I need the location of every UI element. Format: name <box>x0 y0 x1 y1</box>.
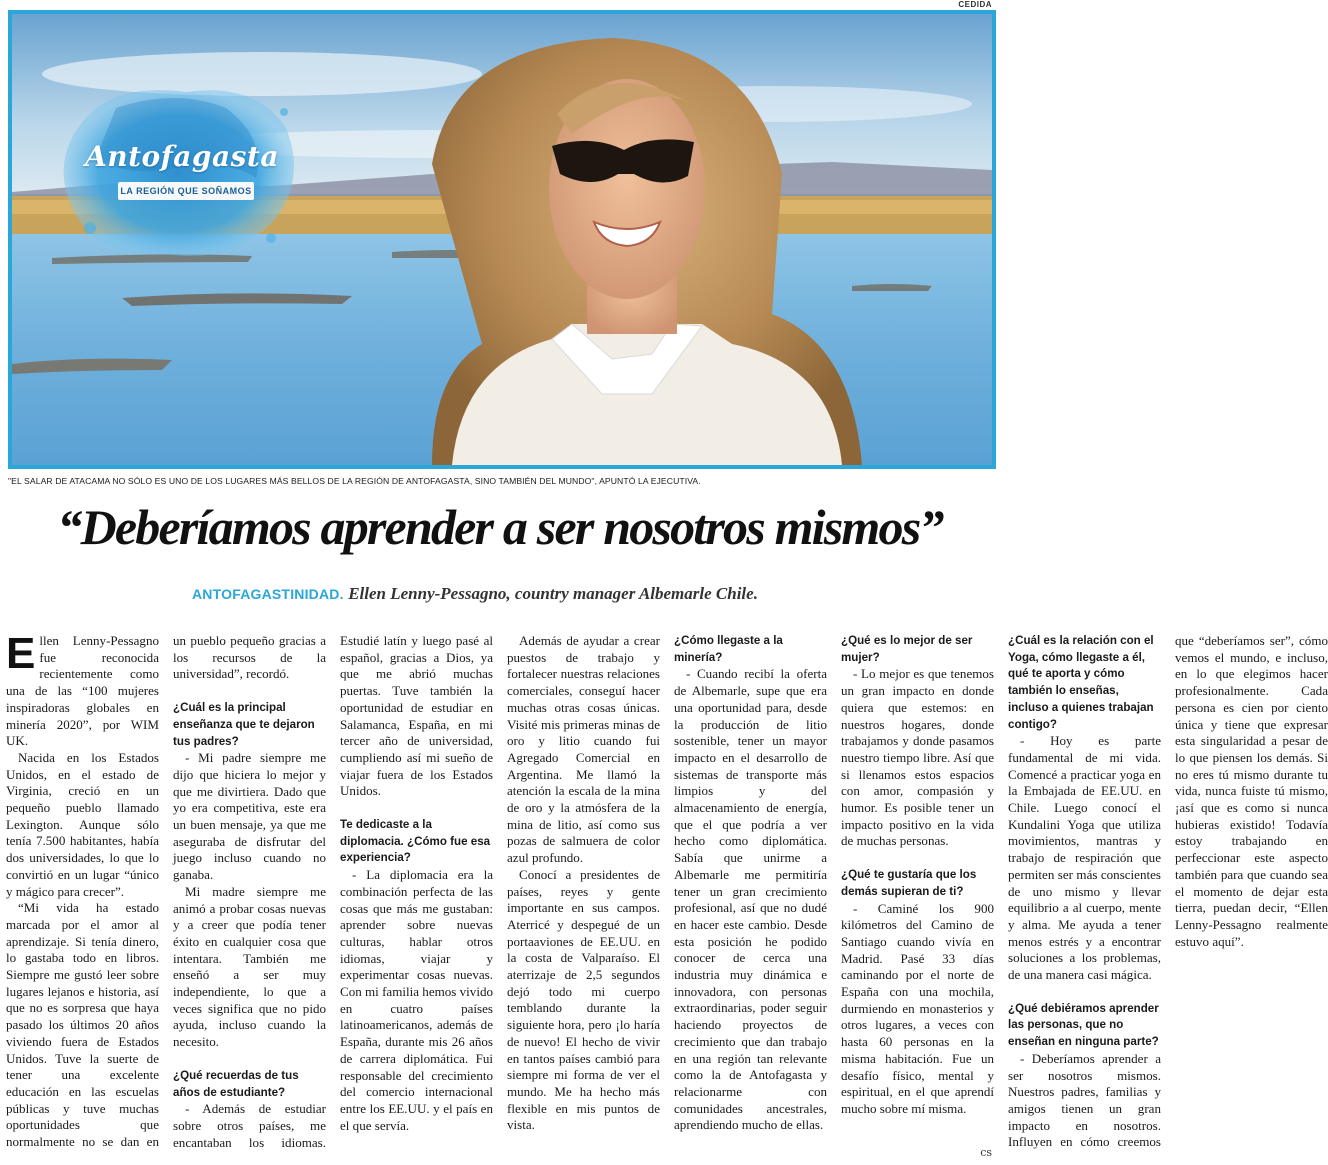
question: ¿Cuál es la relación con el Yoga, cómo llegaste a él, qué te aporta y cómo también lo enseñas, incluso a quienes trabajan contigo? <box>1008 634 1154 731</box>
region-logo <box>56 78 300 264</box>
subhead: Ellen Lenny-Pessagno, country manager Albemarle Chile. <box>348 584 758 603</box>
question: ¿Cómo llegaste a la minería? <box>674 634 783 664</box>
end-mark: cs <box>980 1146 992 1159</box>
photo-credit: CEDIDA <box>958 0 992 9</box>
answer: Además de ayudar a crear puestos de trabajo y fortalecer nuestras relaciones comerciales, conseguí hacer muchas otras cosas únicas. Visité mis primeras minas de oro y litio cuando fui Agregado Comercial en Argentina. Me llamó la atención la escala de la mina de oro y la atmósfera de la mina de litio, así como sus pozas de salmuera de color azul profundo. <box>507 633 660 866</box>
answer: - Caminé los 900 kilómetros del Camino de Santiago cuando vivía en Madrid. Pasé 33 días caminando por el norte de España con una mochila, durmiendo en monasterios y otros lugares, a veces con hasta 60 personas en la misma habitación. Fue un desafío físico, mental y espiritual, en el que aprendí mucho sobre mí misma. <box>841 900 994 1116</box>
intro-paragraph <box>6 629 159 750</box>
answer: - La diplomacia era la combinación perfecta de las cosas que más me gustaban: aprender sobre nuevas culturas, hablar otros idiomas, viajar y experimentar cosas nuevas. Con mi familia hemos vivido en cuatro países latinoamericanos, además de España, durante mis 26 años de carrera diplomática. Fui responsable del crecimiento del comercio internacional entre los EE.UU. y el país en el que servía. <box>340 867 493 1133</box>
answer: - Hoy es parte fundamental de mi vida. Comencé a practicar yoga en la Embajada de EE.UU. en Chile. Luego conocí el Kundalini Yoga que utiliza movimientos, mantras y trabajo de respiración que permiten ser más conscientes de uno mismo y llevar equilibrio a al cuerpo, mente y alma. Me ayuda a tener menos estrés y a encontrar soluciones a los problemas, de una manera casi mágica. <box>1008 733 1161 983</box>
question: ¿Cuál es la principal enseñanza que te dejaron tus padres? <box>173 701 315 748</box>
intro-text: llen Lenny-Pessagno fue reconocida recientemente como una de las “100 mujeres inspiradoras globales en minería 2020”, por WIM UK. <box>6 633 159 749</box>
question: Te dedicaste a la diplomacia. ¿Cómo fue esa experiencia? <box>340 818 491 865</box>
drop-cap: E <box>6 629 36 678</box>
answer: Conocí a presidentes de países, reyes y gente importante en sus campos. Aterricé y despegué de un portaaviones de EE.UU. en la costa de Valparaíso. El aterrizaje de 2,5 segundos dejó todo mi cuerpo temblando durante la siguiente hora, pero ¡lo haría de nuevo! El hecho de vivir en tantos países cambió para siempre mi forma de ver el mundo. Me ha hecho más flexible en mis puntos de vista. <box>507 866 660 1133</box>
logo-title: Antofagasta <box>85 140 279 173</box>
paragraph: “Mi vida ha estado marcada por el amor al aprendizaje. Si tenía dinero, lo gastaba todo en libros. Siempre me gustó leer sobre lugares lejanos e historia, así que no es sorpresa que haya pasado los últimos 20 años viviendo fuera de Estados Unidos. Tuve la suerte de tener una excelente educación en las escuelas públicas y tuve muchas oportunidades que normalmente no se dan en un pueblo pequeño gracias a los recursos de la universidad”, recordó. <box>6 633 326 1150</box>
question: ¿Qué debiéramos aprender las personas, que no enseñan en ninguna parte? <box>1008 1001 1159 1049</box>
photo-caption: "EL SALAR DE ATACAMA NO SÓLO ES UNO DE LOS LUGARES MÁS BELLOS DE LA REGIÓN DE ANTOFAGASTA, SINO TAMBIÉN DEL MUNDO", APUNTÓ LA EJECUTIVA. <box>8 476 701 486</box>
logo-tagline: LA REGIÓN QUE SOÑAMOS <box>118 182 254 200</box>
answer: - Además de estudiar sobre otros países, me encantaban los idiomas. Estudié latín y luego pasé al español, gracias a Dios, ya que me abrió muchas puertas. Tuve también la oportunidad de estudiar en Salamanca, España, en mi tercer año de universidad, cumpliendo así mi sueño de viajar fuera de los Estados Unidos. <box>173 633 493 1150</box>
answer: Mi madre siempre me animó a probar cosas nuevas y a creer que podía tener éxito en cualquier cosa que intentara. También me enseñó a ser muy independiente, lo que a veces significa que no pido ayuda, incluso cuando la necesito. <box>173 883 326 1050</box>
question: ¿Qué es lo mejor de ser mujer? <box>841 634 973 664</box>
answer: - Mi padre siempre me dijo que hiciera lo mejor y que me divirtiera. Dado que yo era competitiva, este era un buen mensaje, ya que me aseguraba de disfrutar del juego incluso cuando no ganaba. <box>173 750 326 883</box>
question: ¿Qué te gustaría que los demás supieran de ti? <box>841 868 977 898</box>
headline: “Deberíamos aprender a ser nosotros mismos” <box>57 499 943 555</box>
answer: - Cuando recibí la oferta de Albemarle, supe que era una oportunidad para, desde la producción de litio sostenible, tener un mayor impacto en el desarrollo de sistemas de transporte más limpios y del almacenamiento de energía, que el que podría a ver hecho como diplomática. Sabía que unirme a Albemarle me permitiría tener un gran crecimiento profesional, así que no dudé en hacer este cambio. Desde esta posición he podido conocer de cerca una industria muy dinámica e innovadora, con personas extraordinarias, poder seguir haciendo proyectos de crecimiento que dan trabajo en una región tan relevante como la de Antofagasta y relacionarme con comunidades ancestrales, aprendiendo mucho de ellas. <box>674 666 827 1133</box>
section-label: ANTOFAGASTINIDAD. <box>192 586 344 602</box>
paragraph: Nacida en los Estados Unidos, en el estado de Virginia, creció en un pequeño pueblo llamado Lexington. Aunque sólo tenía 7.500 habitantes, había dos universidades, lo que lo convirtió en un lugar “único y mágico para crecer”. <box>6 749 159 899</box>
article-body <box>6 629 1328 1159</box>
feature-photo <box>8 10 996 469</box>
question: ¿Qué recuerdas de tus años de estudiante? <box>173 1068 299 1099</box>
answer: - Lo mejor es que tenemos un gran impacto en donde quiera que estemos: en nuestros hogares, donde trabajamos y donde pasamos nuestro tiempo libre. Así que si llenamos estos espacios con amor, compasión y humor. Es posible tener un impacto positivo en la vida de muchas personas. <box>841 666 994 849</box>
answer: - Deberíamos aprender a ser nosotros mismos. Nuestros padres, familias y amigos tienen un gran impacto en nosotros. Influyen en cómo creemos que “deberíamos ser”, cómo vemos el mundo, e incluso, en lo que elegimos hacer profesionalmente. Cada persona es cien por ciento única y tiene que expresar esta singularidad a pesar de lo que piensen los demás. Si no eres tú mismo durante tu vida, nunca fuiste tú mismo, ¡así que es como si nunca hubieras existido! Todavía estoy trabajando en perfeccionar este aspecto también para que cuando sea el momento de dejar esta tierra, puedan decir, “Ellen Lenny-Pessagno realmente estuvo aquí”. <box>1008 633 1328 1150</box>
kicker <box>0 580 1000 607</box>
